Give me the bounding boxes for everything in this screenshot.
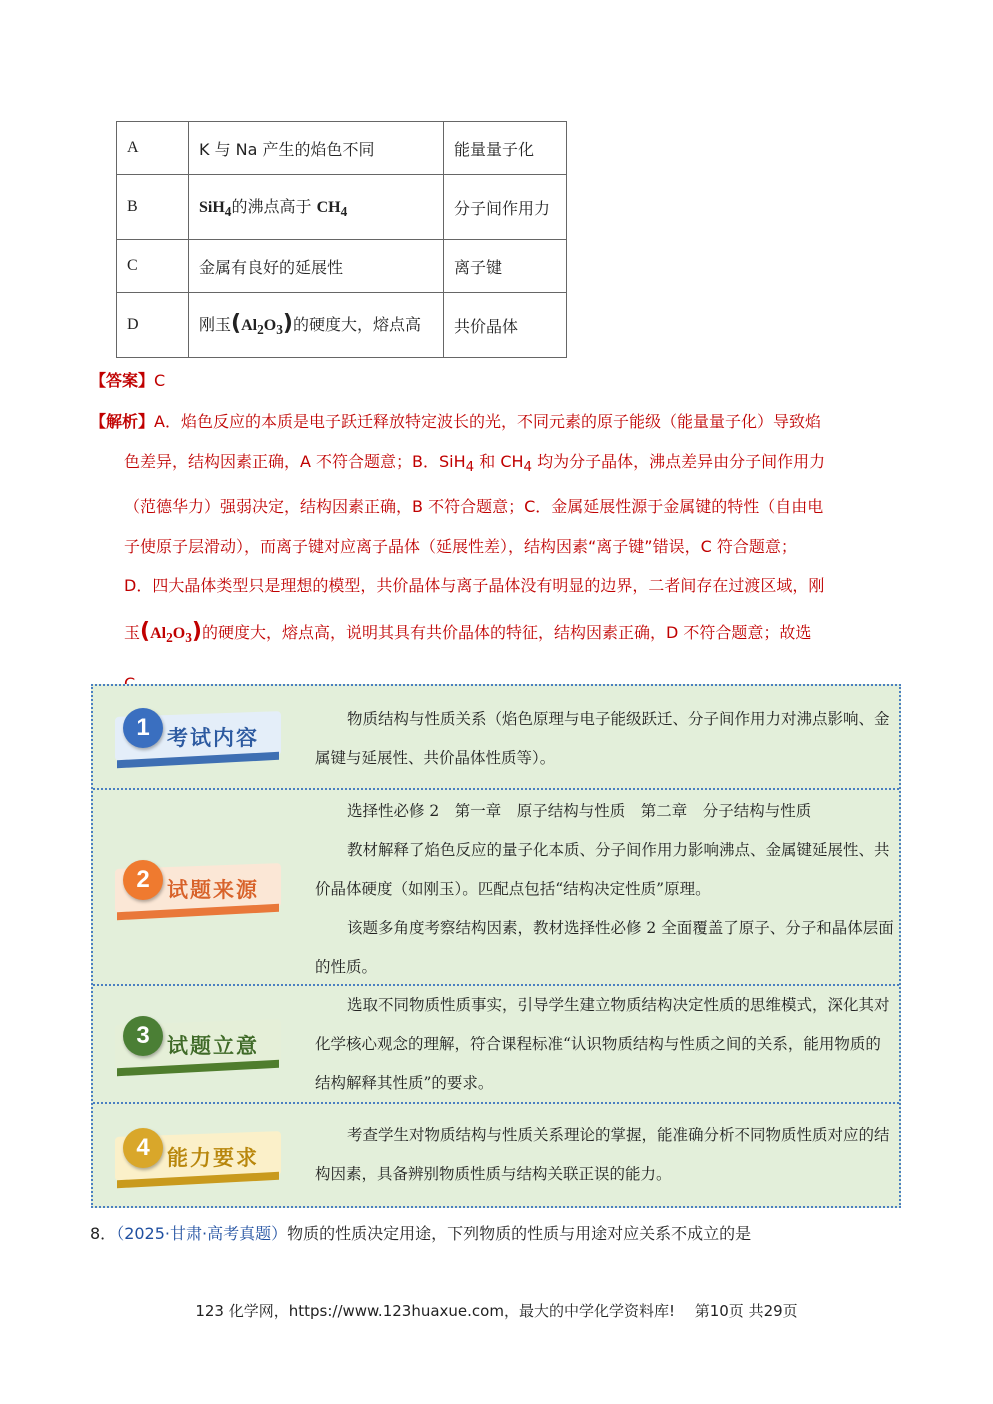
formula-sih4: SiH$_4$ [199, 198, 232, 220]
formula-al2o3: $Al_2O_3$ [241, 317, 283, 338]
section-text: 物质结构与性质关系（焰色原理与电子能级跃迁、分子间作用力对沸点影响、金属键与延展性、共价晶体性质等）。 [315, 710, 890, 767]
option-fact: 金属有良好的延展性 [189, 240, 444, 293]
number-badge: 2 [123, 860, 163, 900]
section-text: 考查学生对物质结构与性质关系理论的掌握，能准确分析不同物质性质对应的结构因素，具备辨别物质性质与结构关联正误的能力。 [315, 1126, 890, 1183]
number-badge: 4 [123, 1128, 163, 1168]
question-source: （2025·甘肃·高考真题） [116, 1224, 288, 1243]
options-table [116, 121, 567, 358]
page-footer: 123 化学网，https://www.123huaxue.com，最大的中学化学资料库! 第10页 共29页 [195, 1302, 798, 1320]
table-row [117, 122, 567, 175]
option-fact: K 与 Na 产生的焰色不同 [189, 122, 444, 175]
badge-exam-content [115, 708, 283, 764]
table-row [117, 240, 567, 293]
section-title: 考试内容 [167, 726, 259, 750]
badge-question-source [115, 860, 283, 916]
section-question-intent [93, 986, 899, 1104]
question-text: 物质的性质决定用途，下列物质的性质与用途对应关系不成立的是 [287, 1224, 752, 1243]
formula-al2o3: $Al_2O_3$ [150, 624, 192, 645]
answer-line [90, 368, 165, 391]
question-8 [90, 1221, 751, 1244]
option-fact: SiH$_4$的沸点高于 $CH_4$ [189, 175, 444, 240]
section-title: 能力要求 [167, 1146, 259, 1170]
analysis-line: D．四大晶体类型只是理想的模型，共价晶体与离子晶体没有明显的边界，二者间存在过渡区域，刚 [124, 576, 825, 596]
section-text: 选取不同物质性质事实，引导学生建立物质结构决定性质的思维模式，深化其对化学核心观念的理解，符合课程标准“认识物质结构与性质之间的关系，能用物质的结构解释其性质”的要求。 [315, 996, 890, 1092]
analysis-line: 子使原子层滑动），而离子键对应离子晶体（延展性差），结构因素“离子键”错误，C 符合题意； [124, 536, 797, 556]
analysis-line: 色差异，结构因素正确，A 不符合题意；B．SiH$_4$ 和 $CH_4$ 均为分子晶体，沸点差异由分子间作用力 [124, 451, 826, 475]
analysis-box [91, 684, 901, 1208]
option-label: C [117, 240, 189, 293]
number-badge: 1 [123, 708, 163, 748]
badge-question-intent [115, 1016, 283, 1072]
analysis-line: 玉$(Al_2O_3)$的硬度大，熔点高，说明其具有共价晶体的特征，结构因素正确，D 不符合题意；故选 [124, 618, 812, 645]
table-row [117, 175, 567, 240]
option-fact: 刚玉$(Al_2O_3)$的硬度大，熔点高 [189, 293, 444, 358]
section-title: 试题来源 [167, 878, 259, 902]
formula-ch4: $CH_4$ [316, 198, 348, 220]
answer-tag: 【答案】 [90, 371, 155, 390]
option-reason: 分子间作用力 [444, 175, 567, 240]
section-text: 选择性必修 2 第一章 原子结构与性质 第二章 分子结构与性质 教材解释了焰色反应的量子化本质、分子间作用力影响沸点、金属键延展性、共价晶体硬度（如刚玉）。匹配点包括“结构决定性质”原理。 该题多角度考察结构因素，教材选择性必修 2 全面覆盖了原子、分子和晶体层面的性质。 [315, 802, 894, 976]
analysis-line: 【解析】A．焰色反应的本质是电子跃迁释放特定波长的光，不同元素的原子能级（能量量子化）导致焰 [90, 412, 821, 431]
option-reason: 离子键 [444, 240, 567, 293]
section-exam-content [93, 686, 899, 790]
section-title: 试题立意 [167, 1034, 259, 1058]
table-row [117, 293, 567, 358]
option-label: A [117, 122, 189, 175]
number-badge: 3 [123, 1016, 163, 1056]
badge-ability [115, 1128, 283, 1184]
analysis-line: （范德华力）强弱决定，结构因素正确，B 不符合题意；C．金属延展性源于金属键的特性（自由电 [124, 497, 824, 517]
option-label: B [117, 175, 189, 240]
option-reason: 共价晶体 [444, 293, 567, 358]
question-number: 8． [90, 1224, 117, 1243]
option-label: D [117, 293, 189, 358]
analysis-block [90, 402, 900, 703]
section-question-source [93, 790, 899, 986]
answer-value: C [154, 371, 166, 390]
analysis-tag: 【解析】 [90, 412, 155, 431]
option-reason: 能量量子化 [444, 122, 567, 175]
section-ability [93, 1104, 899, 1206]
